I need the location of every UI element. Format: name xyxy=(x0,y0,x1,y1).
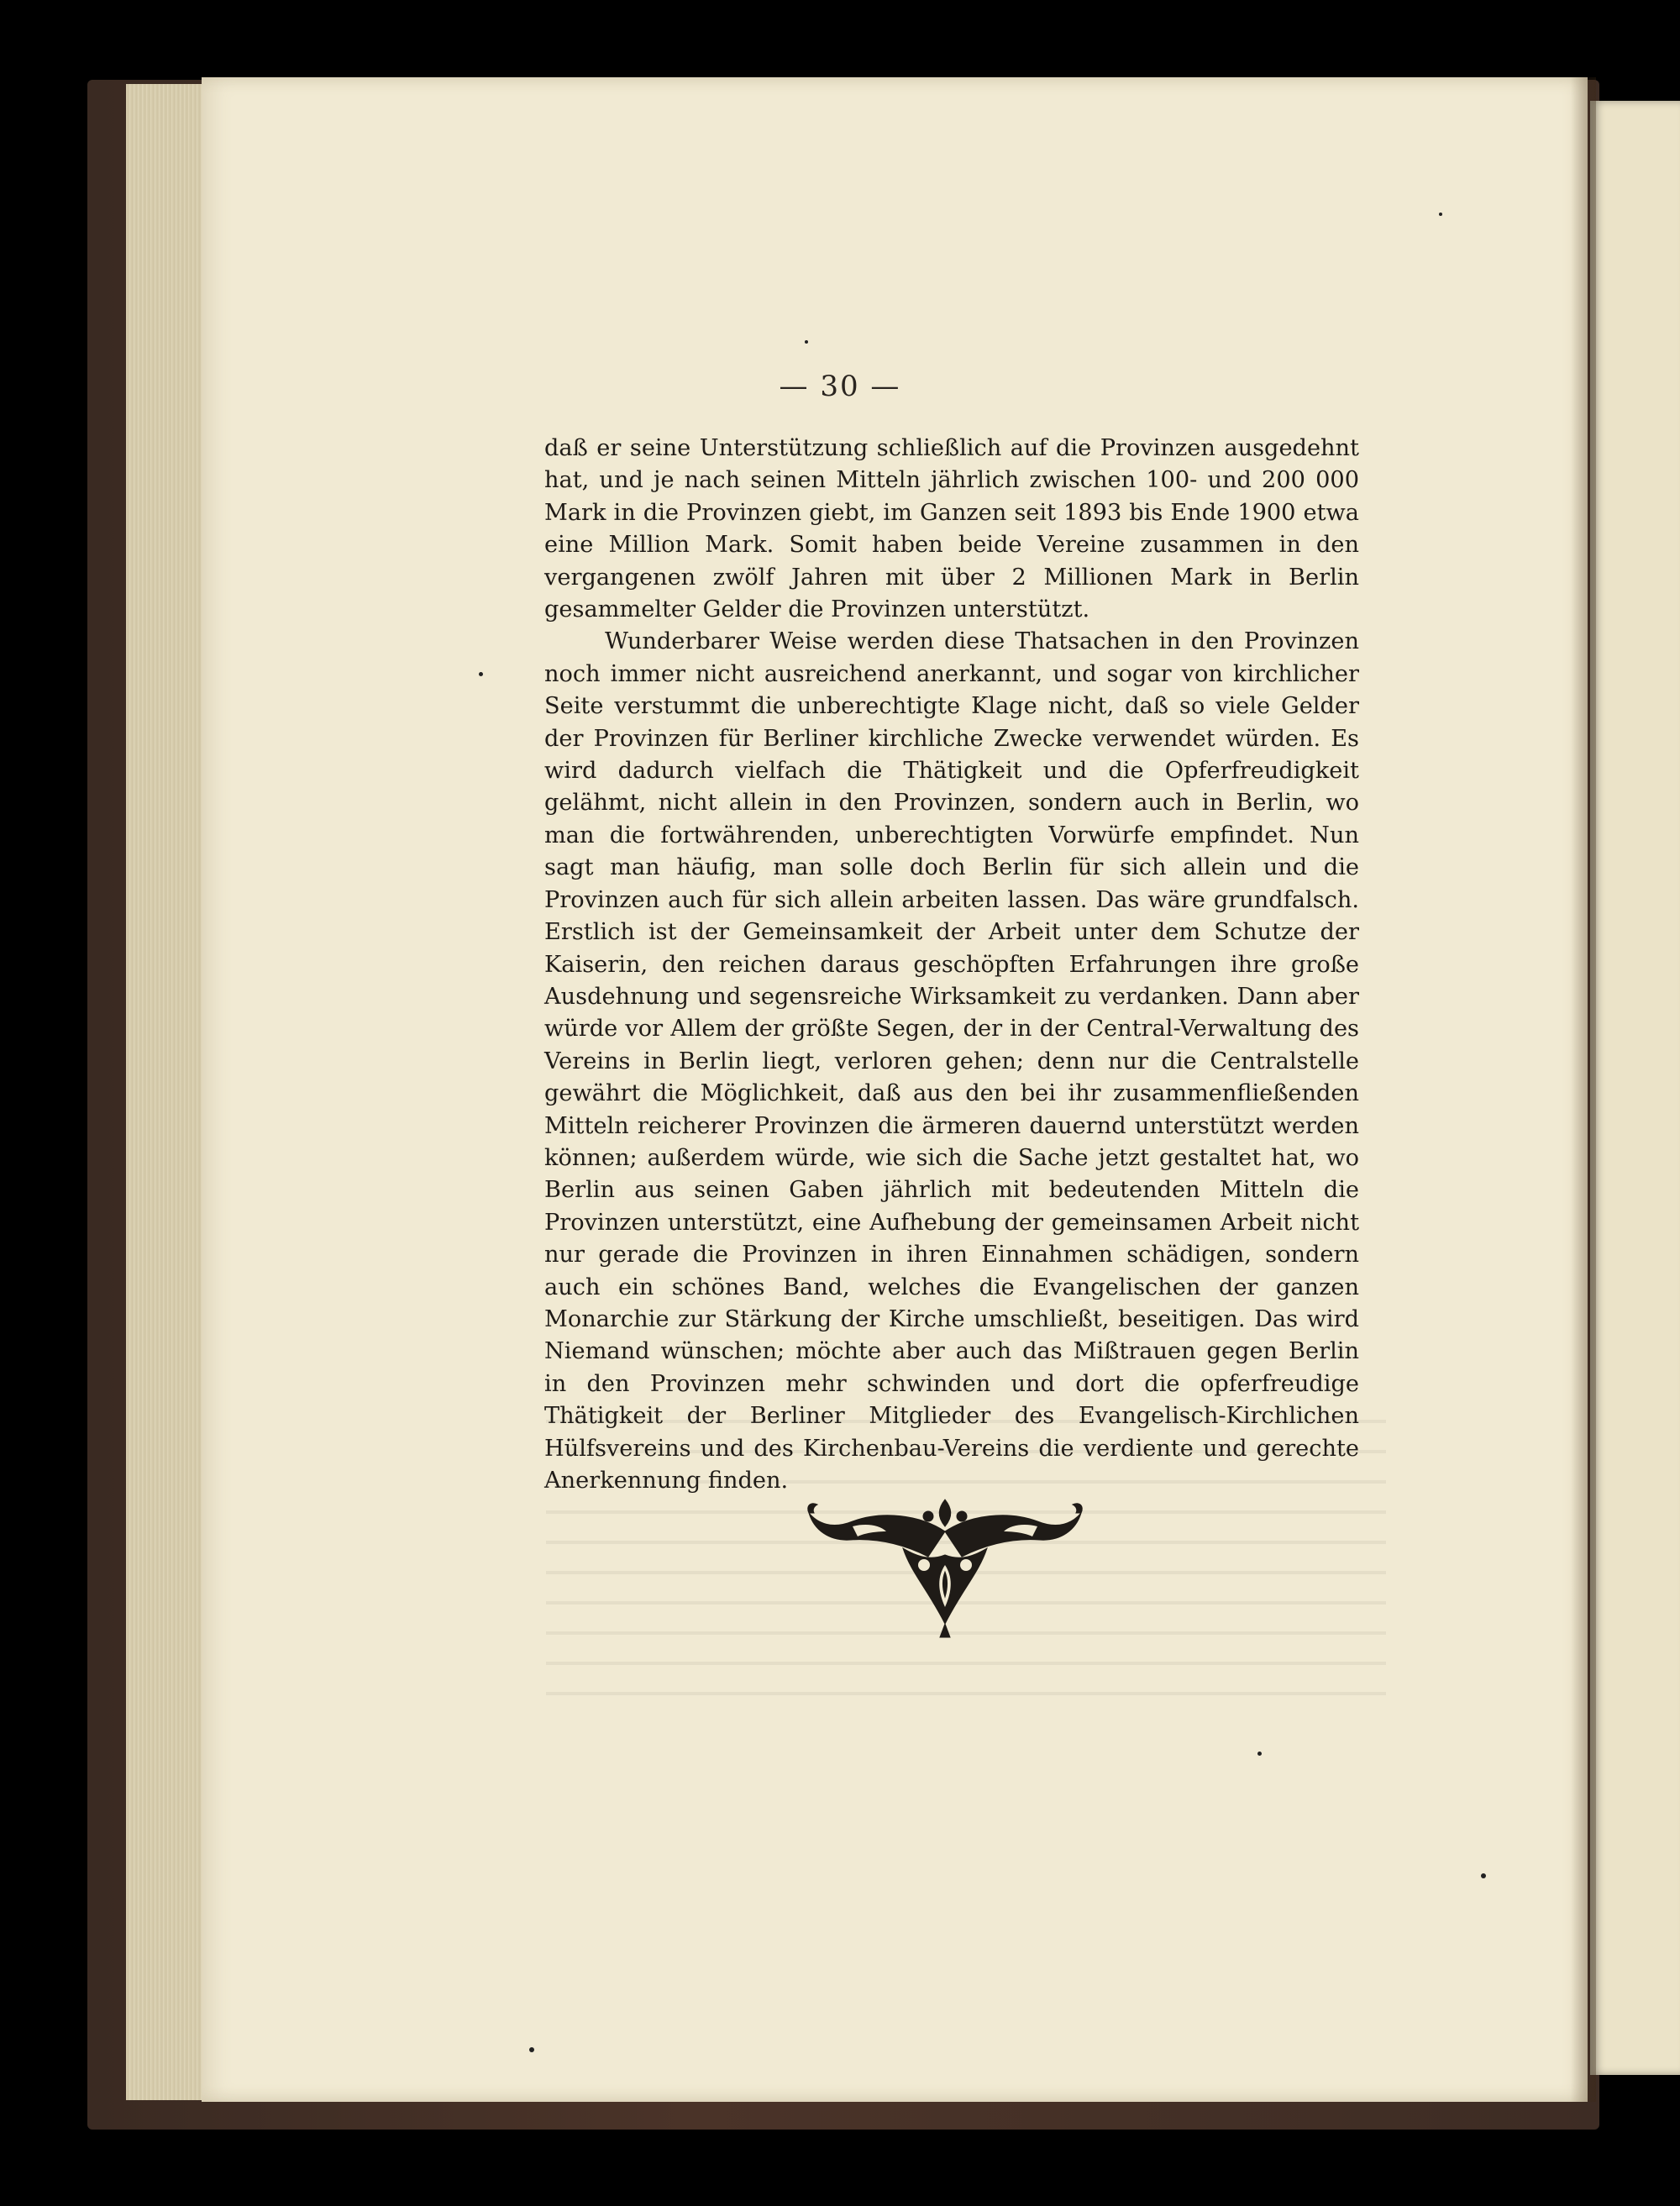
facing-page-edge xyxy=(1590,101,1680,2075)
paragraph-2: Wunderbarer Weise werden diese Thatsachen in den Provinzen noch immer nicht ausreichend anerkannt, und sogar von kirchlicher Seite verstummt die unberechtigte Klage nicht, daß so viele Gelder der Provinzen für Berliner kirchliche Zwecke verwendet würden. Es wird dadurch vielfach die Thätigkeit und die Opferfreudigkeit gelähmt, nicht allein in den Provinzen, sondern auch in Berlin, wo man die fortwährenden, unberechtigten Vorwürfe empfindet. Nun sagt man häufig, man solle doch Berlin für sich allein und die Provinzen auch für sich allein arbeiten lassen. Das wäre grundfalsch. Erstlich ist der Gemeinsamkeit der Arbeit unter dem Schutze der Kaiserin, den reichen daraus geschöpften Erfahrungen ihre große Ausdehnung und segensreiche Wirksamkeit zu verdanken. Dann aber würde vor Allem der größte Segen, der in der Central-Verwaltung des Vereins in Berlin liegt, verloren gehen; denn nur die Centralstelle gewährt die Möglichkeit, daß aus den bei ihr zusammenfließenden Mitteln reicherer Provinzen die ärmeren dauernd unterstützt werden können; außerdem würde, wie sich die Sache jetzt gestaltet hat, wo Berlin aus seinen Gaben jährlich mit bedeutenden Mitteln die Provinzen unterstützt, eine Aufhebung der gemeinsamen Arbeit nicht nur gerade die Provinzen in ihren Einnahmen schädigen, sondern auch ein schönes Band, welches die Evangelischen der ganzen Monarchie zur Stärkung der Kirche umschließt, beseitigen. Das wird Niemand wünschen; möchte aber auch das Mißtrauen gegen Berlin in den Provinzen mehr schwinden und dort die opferfreudige Thätigkeit der Berliner Mitglieder des Evangelisch-Kirchlichen Hülfsvereins und des Kirchenbau-Vereins die verdiente und gerechte Anerkennung finden. xyxy=(544,628,1359,1494)
dust-speck xyxy=(1257,1752,1262,1756)
paragraph-1: daß er seine Unterstützung schließlich auf die Provinzen ausgedehnt hat, und je nach seinen Mitteln jährlich zwischen 100- und 200 000 Mark in die Provinzen giebt, im Ganzen seit 1893 bis Ende 1900 etwa eine Million Mark. Somit haben beide Vereine zusammen in den vergangenen zwölf Jahren mit über 2 Millionen Mark in Berlin gesammelter Gelder die Provinzen unterstützt. xyxy=(544,435,1359,623)
dust-speck xyxy=(805,340,808,344)
gutter-shadow xyxy=(1571,77,1596,2102)
page-number: — 30 — xyxy=(779,370,901,403)
body-text xyxy=(544,433,1359,1497)
floral-tailpiece-ornament-icon xyxy=(802,1498,1088,1641)
dust-speck xyxy=(479,672,483,676)
dust-speck xyxy=(529,2047,534,2052)
dust-speck xyxy=(1439,213,1442,216)
page-edges xyxy=(126,84,210,2100)
dust-speck xyxy=(1481,1873,1486,1878)
